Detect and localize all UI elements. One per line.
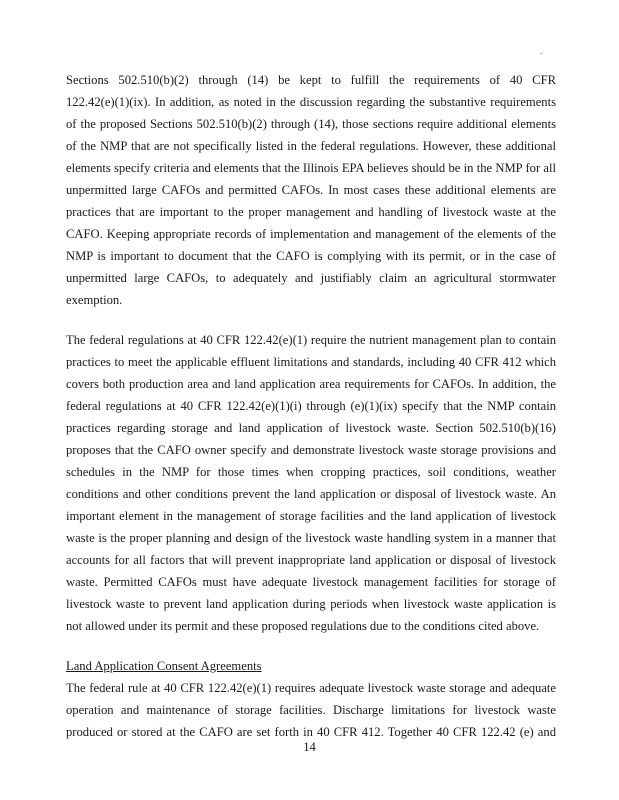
text-line: important element in the management of storage facilities and the land application of livestock [66, 509, 556, 523]
text-line: The federal regulations at 40 CFR 122.42(e)(1) require the nutrient management plan to contain [66, 333, 556, 347]
text-line: 122.42(e)(1)(ix). In addition, as noted in the discussion regarding the substantive requirements [66, 95, 556, 109]
text-line: proposes that the CAFO owner specify and demonstrate livestock waste storage provisions and [66, 443, 556, 457]
text-line: NMP is important to document that the CAFO is complying with its permit, or in the case of [66, 249, 556, 263]
text-line: produced or stored at the CAFO are set forth in 40 CFR 412. Together 40 CFR 122.42 (e) and [66, 725, 556, 739]
text-line: elements specify criteria and elements that the Illinois EPA believes should be in the NMP for all [66, 161, 556, 175]
text-line: The federal rule at 40 CFR 122.42(e)(1) requires adequate livestock waste storage and adequate [66, 681, 556, 695]
text-line: federal regulations at 40 CFR 122.42(e)(1)(i) through (e)(1)(ix) specify that the NMP contain [66, 399, 556, 413]
text-line: accounts for all factors that will prevent inappropriate land application or disposal of livestock [66, 553, 556, 567]
text-line: practices that are important to the proper management and handling of livestock waste at the [66, 205, 556, 219]
text-line: conditions and other conditions prevent the land application or disposal of livestock waste. An [66, 487, 556, 501]
text-line: operation and maintenance of storage facilities. Discharge limitations for livestock waste [66, 703, 556, 717]
text-line: unpermitted large CAFOs and permitted CAFOs. In most cases these additional elements are [66, 183, 556, 197]
text-line: of the NMP that are not specifically listed in the federal regulations. However, these additional [66, 139, 556, 153]
text-line: practices regarding storage and land application of livestock waste. Section 502.510(b)(16) [66, 421, 556, 435]
text-line: not allowed under its permit and these proposed regulations due to the conditions cited above. [66, 619, 540, 633]
page-number: 14 [303, 740, 316, 754]
text-line: schedules in the NMP for those times when cropping practices, soil conditions, weather [66, 465, 556, 479]
text-line: waste is the proper planning and design of the livestock waste handling system in a manner that [66, 531, 556, 545]
text-line: livestock waste to prevent land application during periods when livestock waste application is [66, 597, 556, 611]
text-line: CAFO. Keeping appropriate records of implementation and management of the elements of the [66, 227, 556, 241]
text-line: waste. Permitted CAFOs must have adequate livestock management facilities for storage of [66, 575, 556, 589]
text-line: Sections 502.510(b)(2) through (14) be kept to fulfill the requirements of 40 CFR [66, 73, 556, 87]
text-line: practices to meet the applicable effluent limitations and standards, including 40 CFR 412 which [66, 355, 556, 369]
section-heading: Land Application Consent Agreements [66, 659, 262, 673]
text-line: unpermitted large CAFOs, to adequately and justifiably claim an agricultural stormwater [66, 271, 556, 285]
text-line: of the proposed Sections 502.510(b)(2) through (14), those sections require additional elements [66, 117, 556, 131]
corner-mark: . [540, 46, 543, 56]
text-line: exemption. [66, 293, 123, 307]
text-line: covers both production area and land application area requirements for CAFOs. In addition, the [66, 377, 556, 391]
